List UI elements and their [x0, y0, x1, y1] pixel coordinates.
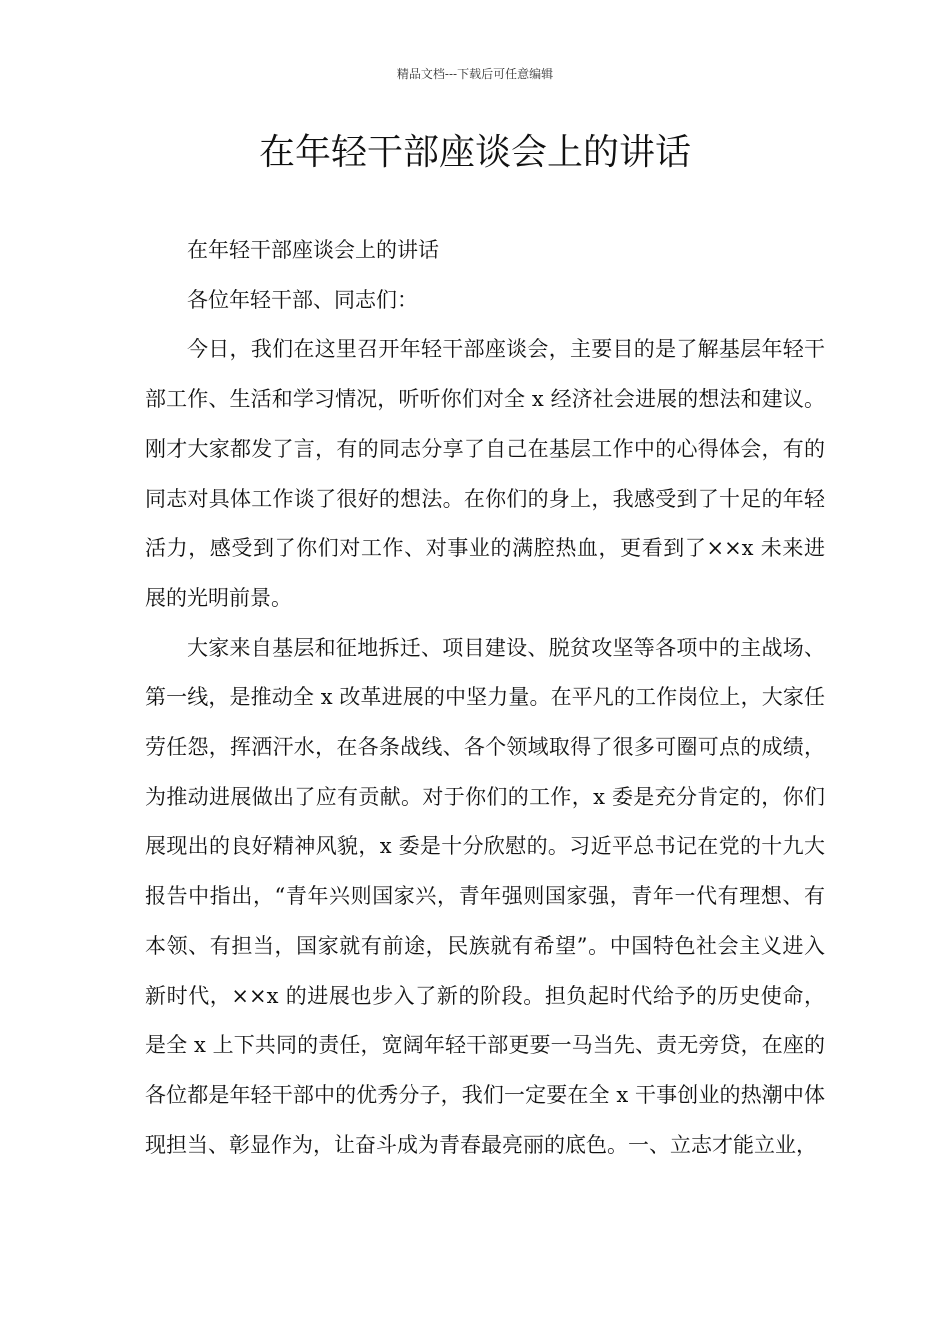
paragraph-subtitle: 在年轻干部座谈会上的讲话 — [187, 238, 439, 262]
paragraph-salutation: 各位年轻干部、同志们： — [187, 287, 418, 312]
page-header-note: 精品文档---下载后可任意编辑 — [396, 67, 554, 81]
paragraph-opening: 今日，我们在这里召开年轻干部座谈会，主要目的是了解基层年轻干部工作、生活和学习情况，听听你们对全 x 经济社会进展的想法和建议。刚才大家都发了言，有的同志分享了自己在基层工作中的心得体会，有的同志对具体工作谈了很好的想法。在你们的身上，我感受到了十足的年轻活力，感受到了你们对工作、对事业的满腔热血，更看到了××x 未来进展的光明前景。 — [145, 337, 825, 610]
document-body — [145, 226, 825, 1170]
paragraph-main: 大家来自基层和征地拆迁、项目建设、脱贫攻坚等各项中的主战场、第一线，是推动全 x 改革进展的中坚力量。在平凡的工作岗位上，大家任劳任怨，挥洒汗水，在各条战线、各个领域取得了很多可圈可点的成绩，为推动进展做出了应有贡献。对于你们的工作，x 委是充分肯定的，你们展现出的良好精神风貌，x 委是十分欣慰的。习近平总书记在党的十九大报告中指出，“青年兴则国家兴，青年强则国家强，青年一代有理想、有本领、有担当，国家就有前途，民族就有希望”。中国特色社会主义进入新时代，××x 的进展也步入了新的阶段。担负起时代给予的历史使命，是全 x 上下共同的责任，宽阔年轻干部更要一马当先、责无旁贷，在座的各位都是年轻干部中的优秀分子，我们一定要在全 x 干事创业的热潮中体现担当、彰显作为，让奋斗成为青春最亮丽的底色。一、立志才能立业， — [145, 635, 825, 1157]
document-title: 在年轻干部座谈会上的讲话 — [258, 132, 691, 173]
